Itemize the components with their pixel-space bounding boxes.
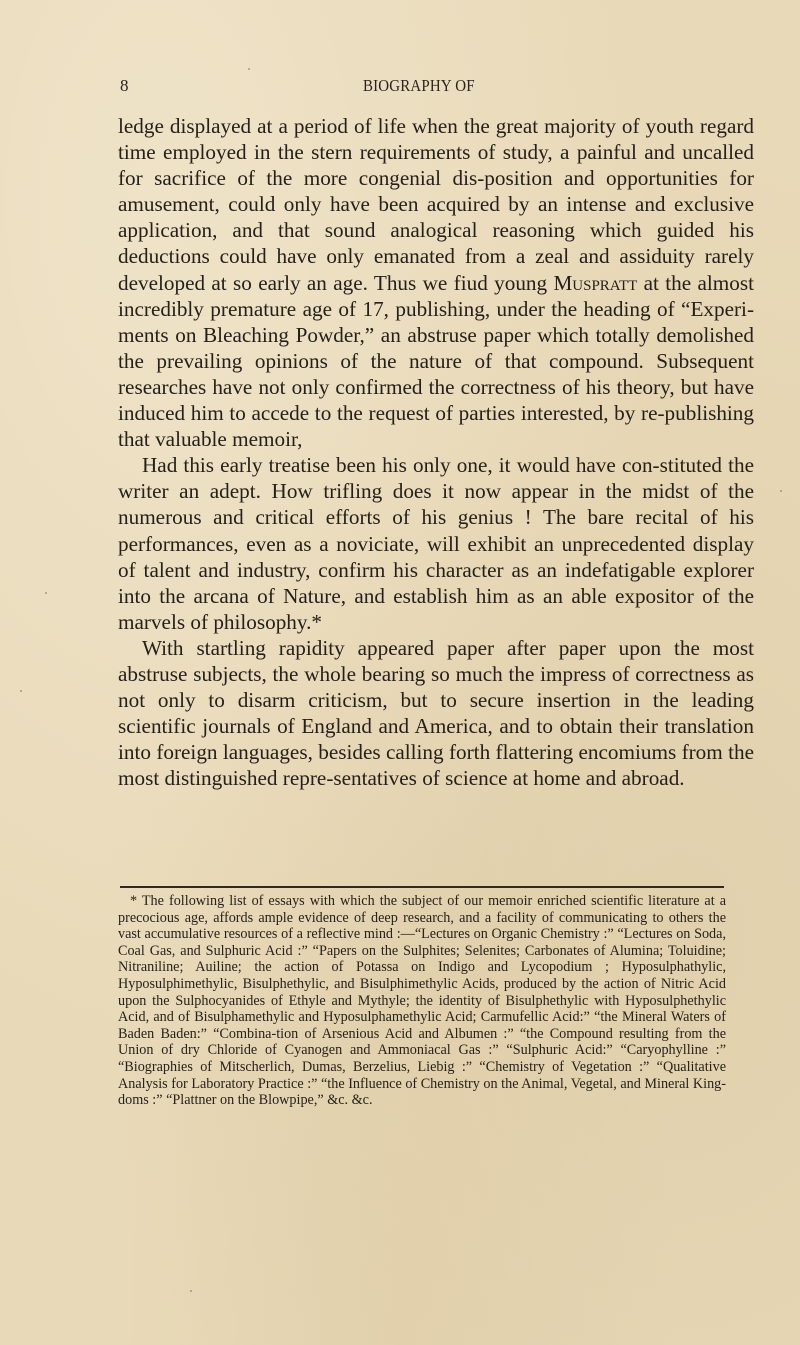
footnote-divider — [120, 886, 724, 888]
footnote — [118, 893, 726, 1109]
running-head — [118, 76, 754, 100]
footnote-paragraph — [118, 893, 726, 1109]
paragraph-1-text-after: at the almost incredibly premature age of 17, publishing, under the heading of “Experi-ments on Bleaching Powder,” an abstruse paper which totally demolished the prevailing opinions of the nature of that compound. Subsequent researches have not only confirmed the correctness of his theory, but have induced him to accede to the request of parties interested, by re-publishing that valuable memoir, — [118, 270, 754, 452]
paragraph-3: With startling rapidity appeared paper after paper upon the most abstruse subjects, the whole bearing so much the impress of correctness as not only to disarm criticism, but to secure insertion in the leading scientific journals of England and America, and to obtain their translation into foreign languages, besides calling forth flattering encomiums from the most distinguished repre-sentatives of science at home and abroad. — [118, 635, 754, 791]
paper-speck — [190, 1290, 192, 1292]
paper-speck — [248, 68, 250, 70]
page-number: 8 — [120, 76, 129, 95]
paper-speck — [45, 592, 47, 594]
paper-speck — [20, 690, 22, 692]
running-title: BIOGRAPHY OF — [362, 76, 475, 95]
paragraph-2: Had this early treatise been his only one, it would have con-stituted the writer an adept. How trifling does it now appear in the midst of the numerous and critical efforts of his genius ! The bare recital of his performances, even as a noviciate, will exhibit an unprecedented display of talent and industry, confirm his character as an indefatigable explorer into the arcana of Nature, and establish him as an able expositor of the marvels of philosophy.* — [118, 453, 754, 634]
footnote-marker: * — [130, 893, 138, 909]
paragraph-1-text-before: ledge displayed at a period of life when the great majority of youth regard time employed in the stern requirements of study, a painful and uncalled for sacrifice of the more congenial dis-position and opportunities for amusement, could only have been acquired by an intense and exclusive application, and that sound analogical reasoning which guided his deductions could have only emanated from a zeal and assiduity rarely developed at so early an age. Thus we fiud young — [118, 114, 754, 295]
paper-speck — [780, 490, 782, 492]
body-text — [118, 113, 754, 791]
footnote-text: The following list of essays with which the subject of our memoir enriched scientific literature at a precocious age, affords ample evidence of deep research, and a facility of communicating to others the vast accumulative resources of a reflective mind :—“Lectures on Organic Chemistry :” “Lectures on Soda, Coal Gas, and Sulphuric Acid :” “Papers on the Sulphites; Selenites; Carbonates of Alumina; Toluidine; Nitraniline; Auiline; the action of Potassa on Indigo and Lycopodium ; Hyposulphathylic, Hyposulphimethylic, Bisulphethylic, and Bisulphimethylic Acids, produced by the action of Nitric Acid upon the Sulphocyanides of Ethyle and Mythyle; the identity of Bisulphethylic with Hyposulphethylic Acid, and of Bisulphamethylic and Hyposulphamethylic Acid; Carmufellic Acid:” “the Mineral Waters of Baden Baden:” “Combina-tion of Arsenious Acid and Albumen :” “the Compound resulting from the Union of dry Chloride of Cyanogen and Ammoniacal Gas :” “Sulphuric Acid:” “Caryophylline :” “Biographies of Mitscherlich, Dumas, Berzelius, Liebig :” “Chemistry of Vegetation :” “Qualitative Analysis for Laboratory Practice :” “the Influence of Chemistry on the Animal, Vegetal, and Mineral King-doms :” “Plattner on the Blowpipe,” &c. &c. — [118, 893, 726, 1109]
person-name-muspratt: Muspratt — [553, 270, 638, 295]
paragraph-1 — [118, 113, 754, 452]
